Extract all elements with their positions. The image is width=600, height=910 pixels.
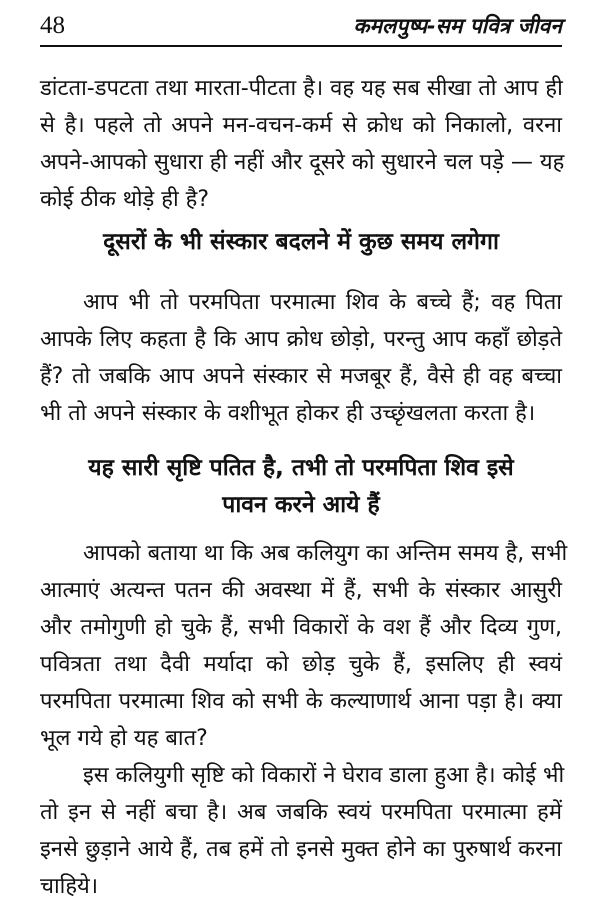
section-heading-2 xyxy=(40,450,562,524)
paragraph-3 xyxy=(40,535,568,757)
text-line: भूल गये हो यह बात? xyxy=(40,726,208,751)
header-rule xyxy=(40,45,562,47)
text-line: चाहिये। xyxy=(40,874,99,899)
running-title: कमलपुष्प-सम पवित्र जीवन xyxy=(353,14,562,38)
text-line: आपके लिए कहता है कि आप क्रोध छोड़ो, परन्तु आप कहाँ छोड़ते xyxy=(40,327,562,352)
paragraph-1 xyxy=(40,70,565,218)
text-line: डांटता-डपटता तथा मारता-पीटता है। वह यह सब सीखा तो आप ही xyxy=(40,76,563,101)
text-line: तो इन से नहीं बचा है। अब जबकि स्वयं परमपिता परमात्मा हमें xyxy=(40,800,562,825)
heading-line: दूसरों के भी संस्कार बदलने में कुछ समय लगेगा xyxy=(103,229,499,255)
page-number: 48 xyxy=(40,12,65,39)
heading-line: पावन करने आये हैं xyxy=(222,492,380,518)
paragraph-4 xyxy=(40,757,565,905)
text-line: आत्माएं अत्यन्त पतन की अवस्था में हैं, सभी के संस्कार आसुरी xyxy=(40,578,562,603)
text-line: कोई ठीक थोड़े ही है? xyxy=(40,187,210,212)
paragraph-2 xyxy=(40,284,562,432)
text-line: भी तो अपने संस्कार के वशीभूत होकर ही उच्छृंखलता करता है। xyxy=(40,401,536,426)
text-line: अपने-आपको सुधारा ही नहीं और दूसरे को सुधारने चल पड़े — यह xyxy=(40,150,565,175)
text-line: आपको बताया था कि अब कलियुग का अन्तिम समय है, सभी xyxy=(83,541,568,566)
text-line: पवित्रता तथा दैवी मर्यादा को छोड़ चुके हैं, इसलिए ही स्वयं xyxy=(40,652,562,677)
text-line: इनसे छुड़ाने आये हैं, तब हमें तो इनसे मुक्त होने का पुरुषार्थ करना xyxy=(40,837,562,862)
text-line: इस कलियुगी सृष्टि को विकारों ने घेराव डाला हुआ है। कोई भी xyxy=(83,763,565,788)
text-line: परमपिता परमात्मा शिव को सभी के कल्याणार्थ आना पड़ा है। क्या xyxy=(40,689,562,714)
text-line: हैं? तो जबकि आप अपने संस्कार से मजबूर हैं, वैसे ही वह बच्चा xyxy=(40,364,562,389)
text-line: आप भी तो परमपिता परमात्मा शिव के बच्चे हैं; वह पिता xyxy=(83,290,562,315)
section-heading-1 xyxy=(40,224,562,261)
running-header xyxy=(40,2,562,40)
text-line: से है। पहले तो अपने मन-वचन-कर्म से क्रोध को निकालो, वरना xyxy=(40,113,562,138)
text-line: और तमोगुणी हो चुके हैं, सभी विकारों के वश हैं और दिव्य गुण, xyxy=(40,615,562,640)
heading-line: यह सारी सृष्टि पतित है, तभी तो परमपिता शिव इसे xyxy=(88,455,514,481)
